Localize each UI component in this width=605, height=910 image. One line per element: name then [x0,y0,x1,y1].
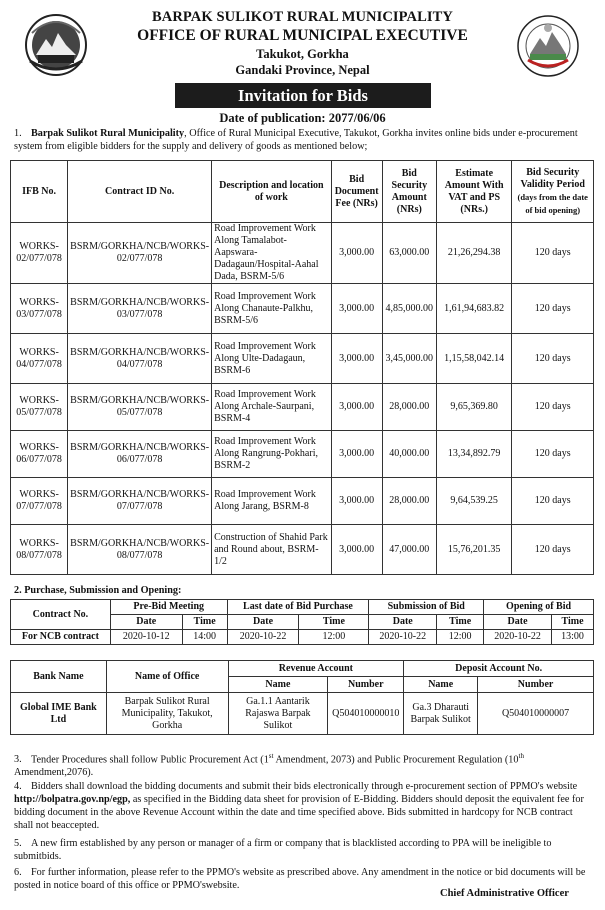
opening-time: 13:00 [551,630,593,645]
note-4-text-b: as specified in the Bidding data sheet for provision of E-Bidding. Bidders should deposit the equivalent fee for bidding document in the above Revenue Account within the date and time specified above. Bids submitted in hardcopy for NCB contract shall not beaccepted. [14,794,584,831]
office-name-value: Barpak Sulikot Rural Municipality, Takukot, Gorkha [106,693,228,735]
table-row [11,284,594,334]
bids-table [10,160,594,575]
estimate-cell: 13,34,892.79 [436,431,512,478]
item-number: 4. [14,781,22,792]
egp-link[interactable]: http://bolpatra.gov.np/egp, [14,794,131,805]
contract-id-cell: BSRM/GORKHA/NCB/WORKS-03/077/078 [68,284,212,334]
col-header-bid-security: Bid Security Amount (NRs) [382,161,436,223]
estimate-cell: 15,76,201.35 [436,525,512,575]
deposit-account-number: Q504010000007 [478,693,594,735]
ifb-cell: WORKS-02/077/078 [11,223,68,284]
submission-time: 12:00 [437,630,484,645]
bid-security-cell: 28,000.00 [382,384,436,431]
note-5-text: A new firm established by any person or manager of a firm or company that is blacklisted according to PPA will be ineligible to submitbids. [14,838,552,862]
description-cell: Road Improvement Work Along Ulte-Dadagaun, BSRM-6 [212,334,332,384]
col-header-validity [512,161,594,223]
intro-bold-name: Barpak Sulikot Rural Municipality [31,128,185,139]
table-row [11,525,594,575]
doc-fee-cell: 3,000.00 [331,284,382,334]
description-cell: Road Improvement Work Along Rangrung-Pokhari, BSRM-2 [212,431,332,478]
opening-date: 2020-10-22 [484,630,552,645]
col-header-description: Description and location of work [212,161,332,223]
description-cell: Construction of Shahid Park and Round about, BSRM-1/2 [212,525,332,575]
bid-security-cell: 28,000.00 [382,478,436,525]
note-3-text-c: Amendment,2076). [14,767,94,779]
prebid-time: 14:00 [182,630,227,645]
bid-security-cell: 3,45,000.00 [382,334,436,384]
validity-cell: 120 days [512,284,594,334]
description-cell: Road Improvement Work Along Chanaute-Palkhu, BSRM-5/6 [212,284,332,334]
doc-fee-cell: 3,000.00 [331,525,382,575]
municipality-name: BARPAK SULIKOT RURAL MUNICIPALITY [152,9,453,25]
table-row [11,384,594,431]
ifb-cell: WORKS-03/077/078 [11,284,68,334]
col-header-estimate: Estimate Amount With VAT and PS (NRs.) [436,161,512,223]
name-header: Name [228,677,328,693]
col-header-ifb: IFB No. [11,161,68,223]
purchase-time: 12:00 [299,630,369,645]
ifb-cell: WORKS-06/077/078 [11,431,68,478]
ifb-cell: WORKS-08/077/078 [11,525,68,575]
deposit-account-header: Deposit Account No. [404,661,594,677]
validity-cell: 120 days [512,384,594,431]
table-row [11,334,594,384]
intro-text: , Office of Rural Municipal Executive, Takukot, Gorkha invites online bids under e-procurement system from eligible bidders for the supply and delivery of goods as mentioned below; [14,128,578,152]
contract-id-cell: BSRM/GORKHA/NCB/WORKS-08/077/078 [68,525,212,575]
publication-date: Date of publication: 2077/06/06 [219,111,386,125]
ncb-row-label: For NCB contract [11,630,111,645]
province: Gandaki Province, Nepal [235,63,370,77]
purchase-header: Last date of Bid Purchase [227,600,369,615]
signature-title: Chief Administrative Officer [440,888,569,899]
validity-cell: 120 days [512,223,594,284]
doc-fee-cell: 3,000.00 [331,431,382,478]
estimate-cell: 1,61,94,683.82 [436,284,512,334]
doc-fee-cell: 3,000.00 [331,334,382,384]
date-header: Date [484,615,552,630]
note-3 [14,750,594,779]
revenue-account-header: Revenue Account [228,661,404,677]
estimate-cell: 1,15,58,042.14 [436,334,512,384]
name-header: Name [404,677,478,693]
doc-fee-cell: 3,000.00 [331,478,382,525]
item-number: 1. [14,128,22,139]
bank-name: Global IME Bank Ltd [11,693,107,735]
bid-security-cell: 47,000.00 [382,525,436,575]
note-4 [14,780,594,832]
note-5 [14,837,594,863]
purchase-date: 2020-10-22 [227,630,299,645]
note-6-text: For further information, please refer to the PPMO's website as prescribed above. Any amendment in the notice or bid documents will be posted in notice board of this office or PPMO'swebsite. [14,867,586,891]
section-2-heading: 2. Purchase, Submission and Opening: [14,585,182,596]
description-cell: Road Improvement Work Along Jarang, BSRM-8 [212,478,332,525]
contract-id-cell: BSRM/GORKHA/NCB/WORKS-02/077/078 [68,223,212,284]
validity-cell: 120 days [512,478,594,525]
time-header: Time [182,615,227,630]
opening-header: Opening of Bid [484,600,594,615]
bid-security-cell: 40,000.00 [382,431,436,478]
submission-header: Submission of Bid [369,600,484,615]
office-name: OFFICE OF RURAL MUNICIPAL EXECUTIVE [137,27,468,44]
prebid-header: Pre-Bid Meeting [110,600,227,615]
prebid-date: 2020-10-12 [110,630,182,645]
submission-date: 2020-10-22 [369,630,437,645]
accounts-table [10,660,594,735]
table-row [11,431,594,478]
time-header: Time [437,615,484,630]
validity-cell: 120 days [512,525,594,575]
estimate-cell: 21,26,294.38 [436,223,512,284]
revenue-account-number: Q504010000010 [328,693,404,735]
note-3-text-b: Amendment, 2073) and Public Procurement Regulation (10 [273,754,519,766]
ifb-cell: WORKS-05/077/078 [11,384,68,431]
notice-title-banner: Invitation for Bids [175,83,431,108]
col-header-contract-id: Contract ID No. [68,161,212,223]
ifb-cell: WORKS-04/077/078 [11,334,68,384]
number-header: Number [328,677,404,693]
note-3-sup-2: th [518,752,524,760]
number-header: Number [478,677,594,693]
estimate-cell: 9,64,539.25 [436,478,512,525]
note-4-text-a: Bidders shall download the bidding documents and submit their bids electronically through e-procurement section of PPMO's website [31,781,578,792]
contract-id-cell: BSRM/GORKHA/NCB/WORKS-04/077/078 [68,334,212,384]
schedule-table [10,599,594,645]
time-header: Time [551,615,593,630]
bid-security-cell: 4,85,000.00 [382,284,436,334]
contract-id-cell: BSRM/GORKHA/NCB/WORKS-05/077/078 [68,384,212,431]
validity-cell: 120 days [512,334,594,384]
table-row [11,478,594,525]
date-header: Date [227,615,299,630]
office-name-header: Name of Office [106,661,228,693]
contract-no-header: Contract No. [11,600,111,630]
note-3-text-a: Tender Procedures shall follow Public Procurement Act (1 [31,754,269,766]
validity-cell: 120 days [512,431,594,478]
revenue-account-name: Ga.1.1 Aantarik Rajaswa Barpak Sulikot [228,693,328,735]
doc-fee-cell: 3,000.00 [331,384,382,431]
item-number: 6. [14,867,22,878]
description-cell: Road Improvement Work Along Archale-Saurpani, BSRM-4 [212,384,332,431]
item-number: 5. [14,838,22,849]
contract-id-cell: BSRM/GORKHA/NCB/WORKS-07/077/078 [68,478,212,525]
validity-subtitle: (days from the date of bid opening) [517,191,588,215]
item-number: 3. [14,754,22,766]
ifb-cell: WORKS-07/077/078 [11,478,68,525]
office-location: Takukot, Gorkha [256,47,349,61]
time-header: Time [299,615,369,630]
note-3-sup-1: st [268,752,274,760]
date-header: Date [110,615,182,630]
bid-security-cell: 63,000.00 [382,223,436,284]
estimate-cell: 9,65,369.80 [436,384,512,431]
table-row [11,223,594,284]
doc-fee-cell: 3,000.00 [331,223,382,284]
deposit-account-name: Ga.3 Dharauti Barpak Sulikot [404,693,478,735]
bids-table-body [11,223,594,575]
contract-id-cell: BSRM/GORKHA/NCB/WORKS-06/077/078 [68,431,212,478]
col-header-doc-fee: Bid Document Fee (NRs) [331,161,382,223]
date-header: Date [369,615,437,630]
validity-title: Bid Security Validity Period [520,166,585,190]
intro-paragraph [14,127,594,153]
bank-name-header: Bank Name [11,661,107,693]
description-cell: Road Improvement Work Along Tamalabot-Aapswara-Dadagaun/Hospital-Aahal Dada, BSRM-5/6 [212,223,332,284]
